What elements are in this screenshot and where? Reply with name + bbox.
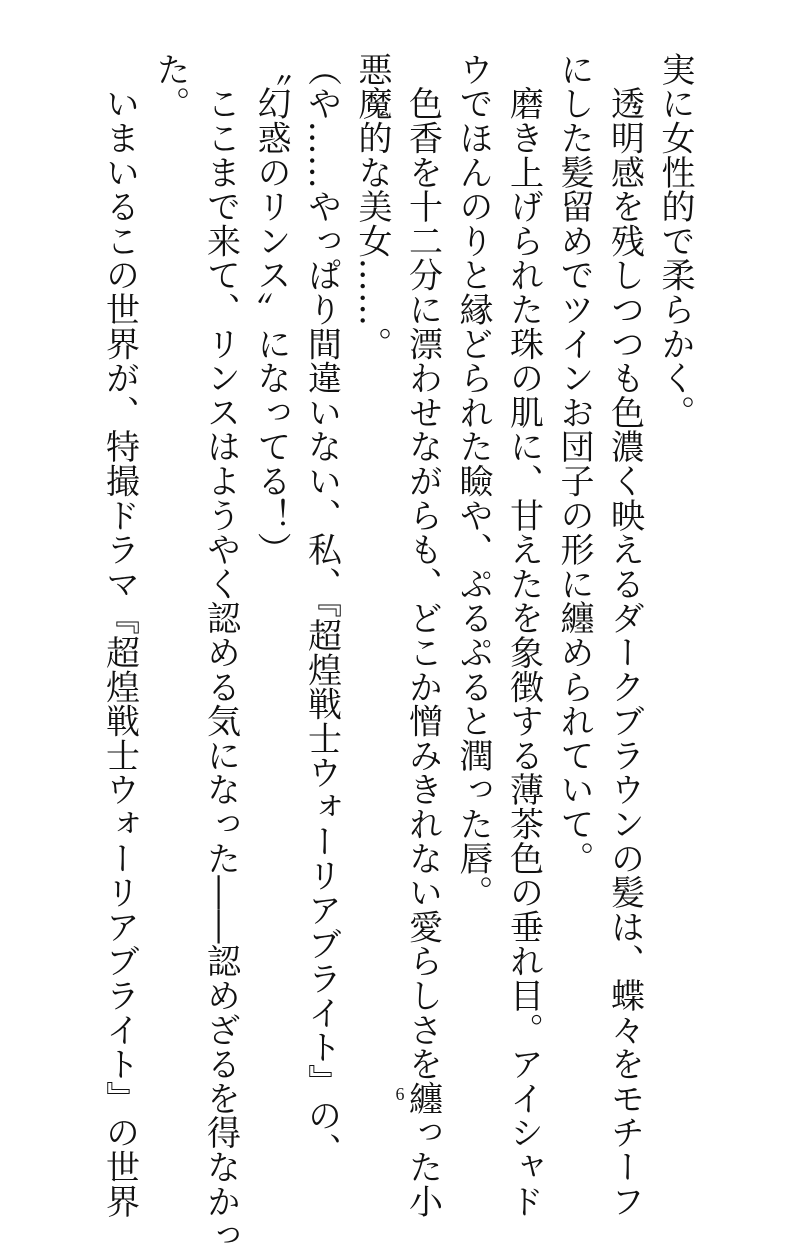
page-number: 6 (395, 1084, 405, 1104)
text-line: 実に女性的で柔らかく。 (655, 52, 695, 430)
text-line: 悪魔的な美女……。 (352, 52, 392, 361)
text-line: にした髪留めでツインお団子の形に纏められていて。 (554, 52, 594, 876)
text-line: 色香を十二分に漂わせながらも、どこか憎みきれない愛らしさを纏った小 (402, 52, 443, 1219)
text-line: 磨き上げられた珠の肌に、甘えたを象徴する薄茶色の垂れ目。アイシャド (503, 52, 544, 1219)
vertical-text-block (94, 52, 700, 1253)
text-line: （や……やっぱり間違いない、私、『超煌戦士ウォーリアブライト』の、 (301, 52, 342, 1167)
text-line: 透明感を残しつつも色濃く映えるダークブラウンの髪は、蝶々をモチーフ (604, 52, 645, 1219)
text-line: ウでほんのりと縁どられた瞼や、ぷるぷると潤った唇。 (453, 52, 493, 910)
text-line: 〝幻惑のリンス〟になってる！） (251, 52, 291, 567)
text-line: いまいるこの世界が、特撮ドラマ『超煌戦士ウォーリアブライト』の世界 (99, 52, 140, 1219)
text-line: た。 (150, 52, 190, 121)
text-line: ここまで来て、リンスはようやく認める気になった――認めざるを得なかっ (200, 52, 241, 1253)
